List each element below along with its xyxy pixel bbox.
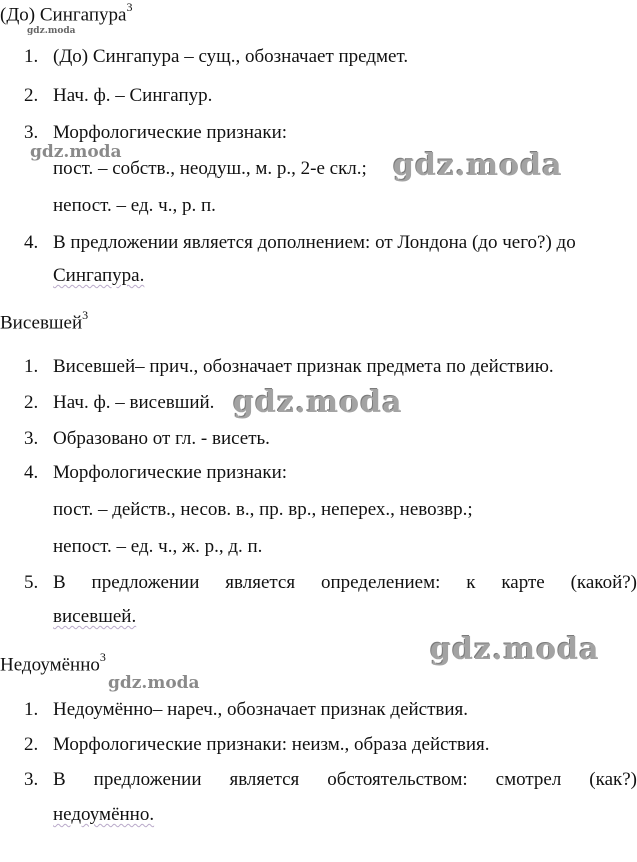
watermark-big: gdz.moda — [393, 148, 563, 183]
section-heading-visevshei: Висевшей$^3$ — [0, 308, 89, 334]
section-heading-singapore: (До) Сингапура$^3$ — [0, 0, 133, 26]
watermark-big: gdz.moda — [233, 385, 403, 420]
section-heading-nedoumenno: Недоумённо$^3$ — [0, 650, 106, 676]
watermark-small: gdz.moda — [30, 142, 122, 162]
watermark-small: gdz.moda — [108, 673, 200, 693]
watermark-tiny: gdz.moda — [27, 26, 76, 36]
document-page: (До) Сингапура$^3$ gdz.moda 1. (До) Сингапура – сущ., обозначает предмет. 2. Нач. ф. – Сингапур. 3. Морфологические признаки: gdz.moda пост. – собств., неодуш., м. р., 2-е скл.; gdz.moda непост. – ед. ч., р. п. 4. В предложении является дополнением: от Лондона (до чего?) до Сингапура. Висевшей$^3$ 1. Висевшей– прич., обозначает признак предмета по действию. 2. Нач. ф. – висевший. gdz.moda 3. Образовано от гл. - висеть. 4. Морфологические признаки: пост. – действ., несов. в., пр. вр., неперех., невозвр.; непост. – ед. ч., ж. р., д. п. 5. В предложении является определением: к карте (какой?) висевшей. gdz.moda Недоумённо$^3$ gdz.moda 1. Недоумённо– нареч., обозначает признак действия. 2. Морфологические признаки: неизм., образа действия. 3. В предложении является обстоятельством: смотрел (как?) недоумённо. — [0, 0, 637, 825]
watermark-big: gdz.moda — [430, 632, 600, 667]
